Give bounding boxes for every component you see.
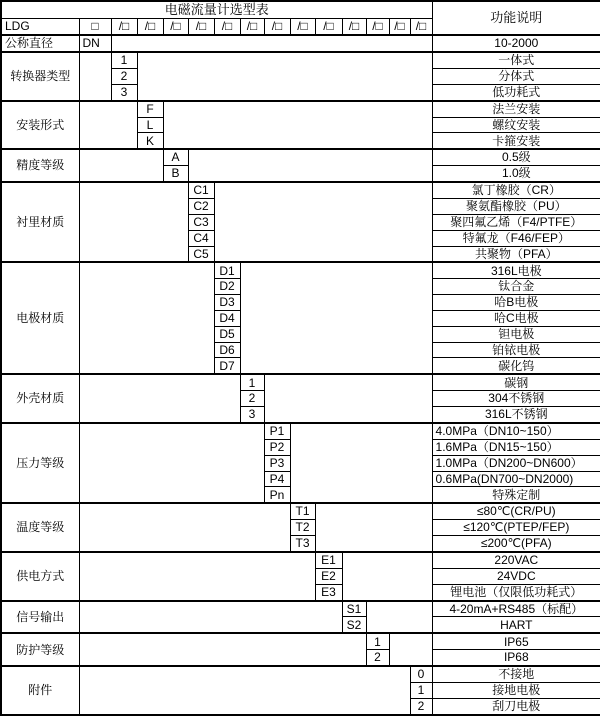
model-slot: /□	[366, 19, 389, 35]
category-label: 压力等级	[1, 423, 79, 503]
category-label: 安装形式	[1, 101, 79, 150]
option-code: C2	[188, 199, 214, 215]
option-code: T1	[290, 503, 315, 519]
category-label: 供电方式	[1, 552, 79, 601]
option-code: DN	[79, 35, 111, 52]
option-desc: 0.5级	[432, 149, 600, 165]
option-desc: 氯丁橡胶（CR）	[432, 182, 600, 198]
option-desc: 1.6MPa（DN15~150）	[432, 439, 600, 455]
option-code: Pn	[264, 487, 290, 503]
empty-cell	[79, 601, 342, 634]
table-title: 电磁流量计选型表	[1, 1, 432, 19]
option-desc: 304不锈钢	[432, 391, 600, 407]
model-slot: /□	[137, 19, 163, 35]
option-code: D4	[214, 310, 240, 326]
empty-cell	[264, 374, 432, 423]
model-slot: /□	[389, 19, 410, 35]
option-desc: 刮刀电极	[432, 698, 600, 715]
category-label: 防护等级	[1, 633, 79, 666]
empty-cell	[163, 101, 432, 150]
option-code: D2	[214, 279, 240, 295]
option-desc: 特氟龙（F46/FEP）	[432, 230, 600, 246]
option-desc: 哈C电极	[432, 310, 600, 326]
model-slot: /□	[315, 19, 342, 35]
option-code: C3	[188, 214, 214, 230]
option-code: S2	[342, 617, 366, 633]
option-code: C5	[188, 246, 214, 262]
function-column-header: 功能说明	[432, 1, 600, 35]
option-code: P3	[264, 455, 290, 471]
model-slot: /□	[111, 19, 137, 35]
category-label: 公称直径	[1, 35, 79, 52]
option-code: 1	[366, 633, 389, 649]
option-desc: 钛合金	[432, 279, 600, 295]
option-code: F	[137, 101, 163, 117]
option-desc: 锂电池（仅限低功耗式）	[432, 584, 600, 600]
empty-cell	[290, 423, 432, 503]
category-label: 外壳材质	[1, 374, 79, 423]
option-desc: 24VDC	[432, 568, 600, 584]
empty-cell	[240, 262, 432, 374]
option-desc: 聚四氟乙烯（F4/PTFE）	[432, 214, 600, 230]
option-code: 1	[111, 52, 137, 68]
option-code: S1	[342, 601, 366, 617]
option-code: T3	[290, 536, 315, 552]
empty-cell	[315, 503, 432, 552]
empty-cell	[79, 666, 410, 715]
option-code: L	[137, 117, 163, 133]
option-code: 2	[111, 68, 137, 84]
option-code: P4	[264, 471, 290, 487]
model-slot: /□	[240, 19, 264, 35]
category-label: 附件	[1, 666, 79, 715]
option-desc: 低功耗式	[432, 84, 600, 100]
model-slot: /□	[214, 19, 240, 35]
empty-cell	[366, 601, 432, 634]
option-code: C1	[188, 182, 214, 198]
empty-cell	[111, 35, 432, 52]
model-slot: /□	[264, 19, 290, 35]
option-desc: ≤200℃(PFA)	[432, 536, 600, 552]
option-code: 2	[410, 698, 432, 715]
empty-cell	[389, 633, 432, 666]
option-code: B	[163, 166, 188, 182]
option-code: K	[137, 133, 163, 149]
option-code: T2	[290, 520, 315, 536]
option-code: E3	[315, 584, 342, 600]
empty-cell	[188, 149, 432, 182]
option-desc: 316L不锈钢	[432, 407, 600, 423]
option-code: P2	[264, 439, 290, 455]
option-code: 3	[111, 84, 137, 100]
option-code: 1	[410, 683, 432, 699]
option-code: P1	[264, 423, 290, 439]
option-desc: 1.0级	[432, 166, 600, 182]
option-desc: 铂铱电极	[432, 342, 600, 358]
model-slot: /□	[290, 19, 315, 35]
option-desc: 共聚物（PFA）	[432, 246, 600, 262]
option-code: C4	[188, 230, 214, 246]
option-code: D3	[214, 295, 240, 311]
option-desc: 1.0MPa（DN200~DN600）	[432, 455, 600, 471]
option-code: D6	[214, 342, 240, 358]
model-slot: /□	[163, 19, 188, 35]
option-desc: 卡箍安装	[432, 133, 600, 149]
category-label: 转换器类型	[1, 52, 79, 101]
empty-cell	[79, 374, 240, 423]
option-desc: 分体式	[432, 68, 600, 84]
option-desc: HART	[432, 617, 600, 633]
model-slot: /□	[188, 19, 214, 35]
empty-cell	[79, 101, 137, 150]
option-desc: 接地电极	[432, 683, 600, 699]
empty-cell	[214, 182, 432, 262]
option-desc: 4-20mA+RS485（标配）	[432, 601, 600, 617]
option-code: E2	[315, 568, 342, 584]
option-desc: ≤120℃(PTEP/FEP)	[432, 520, 600, 536]
option-desc: 220VAC	[432, 552, 600, 568]
option-code: D7	[214, 358, 240, 374]
option-code: 3	[240, 407, 264, 423]
empty-cell	[79, 149, 163, 182]
option-desc: 聚氨酯橡胶（PU）	[432, 199, 600, 215]
empty-cell	[79, 423, 264, 503]
option-code: 2	[240, 391, 264, 407]
empty-cell	[342, 552, 432, 601]
empty-cell	[79, 633, 366, 666]
category-label: 电极材质	[1, 262, 79, 374]
option-desc: ≤80℃(CR/PU)	[432, 503, 600, 519]
option-desc: 316L电极	[432, 262, 600, 278]
option-desc: 特殊定制	[432, 487, 600, 503]
category-label: 信号输出	[1, 601, 79, 634]
model-slot: /□	[410, 19, 432, 35]
option-desc: 一体式	[432, 52, 600, 68]
empty-cell	[79, 552, 315, 601]
option-code: D1	[214, 262, 240, 278]
option-code: 2	[366, 650, 389, 666]
option-desc: IP68	[432, 650, 600, 666]
option-code: A	[163, 149, 188, 165]
model-slot: /□	[342, 19, 366, 35]
option-desc: IP65	[432, 633, 600, 649]
option-code: 0	[410, 666, 432, 682]
empty-cell	[79, 52, 111, 101]
option-desc: 碳化钨	[432, 358, 600, 374]
model-prefix: LDG	[1, 19, 79, 35]
option-desc: 法兰安装	[432, 101, 600, 117]
empty-cell	[79, 262, 214, 374]
option-desc: 0.6MPa(DN700~DN2000)	[432, 471, 600, 487]
option-desc: 碳钢	[432, 374, 600, 390]
option-desc: 4.0MPa（DN10~150）	[432, 423, 600, 439]
empty-cell	[137, 52, 432, 101]
category-label: 精度等级	[1, 149, 79, 182]
option-code: E1	[315, 552, 342, 568]
category-label: 衬里材质	[1, 182, 79, 262]
category-label: 温度等级	[1, 503, 79, 552]
option-code: 1	[240, 374, 264, 390]
empty-cell	[79, 182, 188, 262]
model-dn-box: □	[79, 19, 111, 35]
empty-cell	[79, 503, 290, 552]
option-desc: 钽电极	[432, 326, 600, 342]
option-desc: 不接地	[432, 666, 600, 682]
option-desc: 哈B电极	[432, 295, 600, 311]
option-desc: 10-2000	[432, 35, 600, 52]
option-code: D5	[214, 326, 240, 342]
option-desc: 螺纹安装	[432, 117, 600, 133]
